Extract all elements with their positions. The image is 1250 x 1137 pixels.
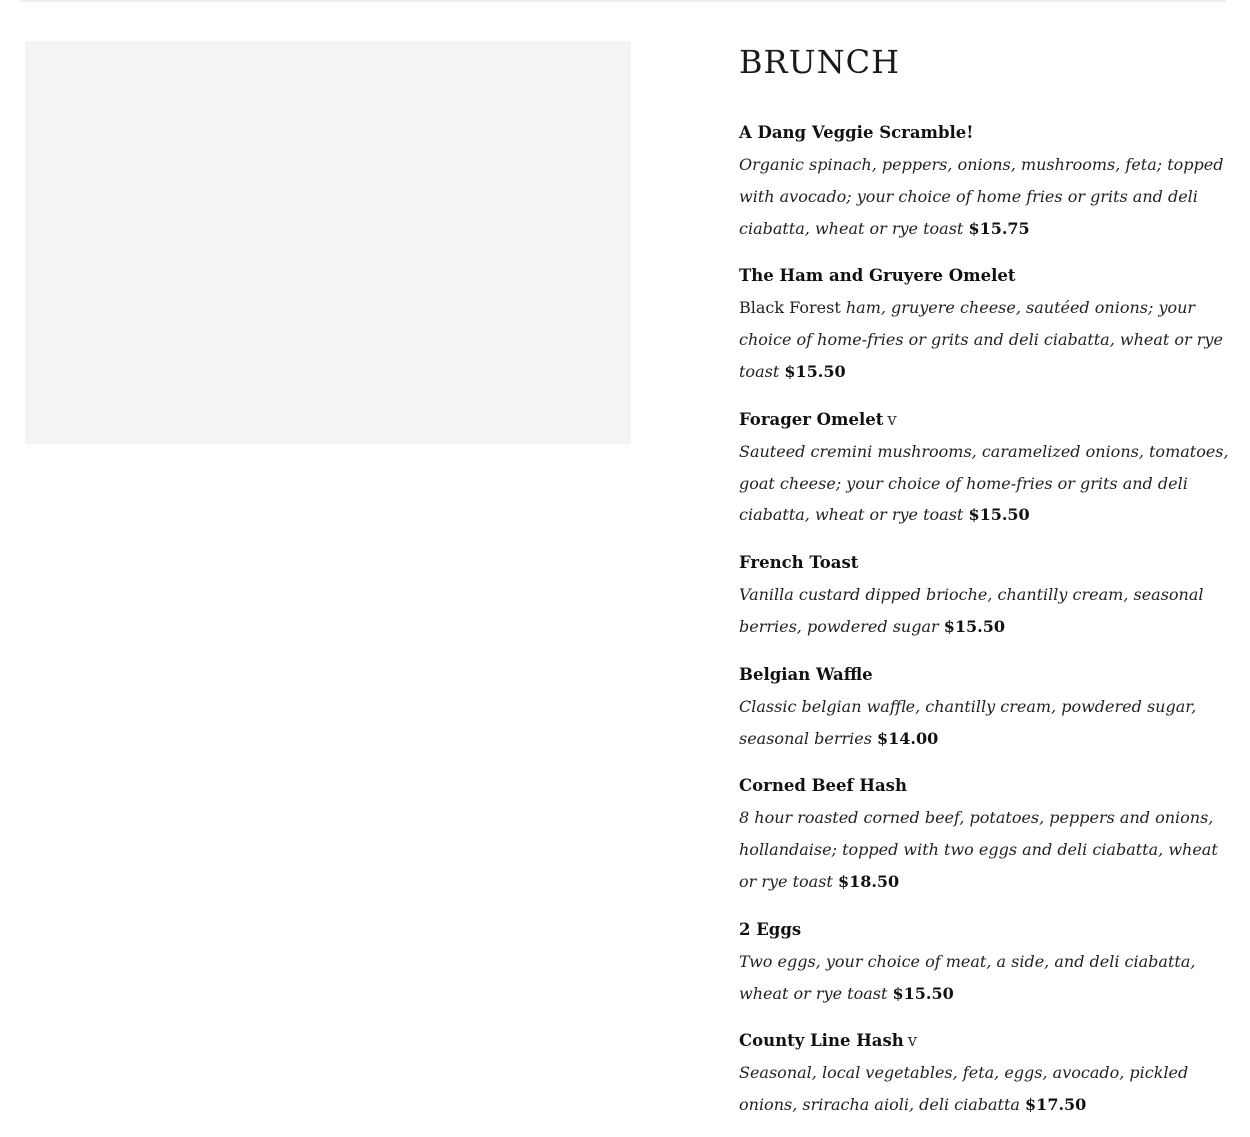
- item-description-text: Organic spinach, peppers, onions, mushrooms, feta; topped with avocado; your choice of home fries or grits and deli ciabatta, wheat or rye toast: [739, 155, 1224, 238]
- item-price: $15.50: [968, 505, 1030, 525]
- item-description-text: 8 hour roasted corned beef, potatoes, peppers and onions, hollandaise; topped with two eggs and deli ciabatta, wheat or rye toast: [739, 808, 1218, 891]
- menu-item: [739, 1025, 1229, 1121]
- item-description: [739, 436, 1229, 531]
- item-description-text: Seasonal, local vegetables, feta, eggs, avocado, pickled onions, sriracha aioli, deli ciabatta: [739, 1063, 1189, 1115]
- item-description-text: Vanilla custard dipped brioche, chantilly cream, seasonal berries, powdered sugar: [739, 585, 1204, 636]
- item-description-text: Two eggs, your choice of meat, a side, and deli ciabatta, wheat or rye toast: [739, 951, 1196, 1003]
- menu-item: [739, 260, 1229, 387]
- section-title: BRUNCH: [739, 43, 900, 81]
- item-price: $15.50: [784, 361, 846, 381]
- item-description: [739, 579, 1229, 643]
- item-price: $18.50: [837, 871, 900, 891]
- brunch-menu: [739, 40, 1229, 1137]
- item-name: County Line Hash: [739, 1031, 904, 1051]
- item-name: French Toast: [739, 553, 859, 573]
- item-description-text: ham, gruyere cheese, sautéed onions; your choice of home-fries or grits and deli ciabatta, wheat or rye toast: [739, 298, 1223, 381]
- item-description: [739, 946, 1229, 1010]
- item-price: $17.50: [1025, 1095, 1087, 1115]
- item-description-text: Classic belgian waffle, chantilly cream, powdered sugar, seasonal berries: [739, 696, 1197, 748]
- menu-item: [739, 659, 1229, 755]
- menu-item: [739, 404, 1229, 531]
- menu-item: [739, 914, 1229, 1010]
- vegetarian-tag: v: [907, 1031, 918, 1051]
- item-name: Belgian Waffle: [739, 664, 873, 684]
- item-name: The Ham and Gruyere Omelet: [739, 266, 1016, 286]
- item-description-plain: Black Forest: [739, 298, 846, 318]
- item-price: $15.75: [968, 218, 1030, 238]
- item-price: $15.50: [892, 983, 954, 1003]
- item-description: [739, 292, 1229, 387]
- item-name: Corned Beef Hash: [739, 776, 907, 796]
- item-description: [739, 149, 1229, 244]
- item-name: A Dang Veggie Scramble!: [739, 123, 974, 142]
- menu-item: [739, 117, 1229, 244]
- top-divider: [20, 0, 1226, 2]
- item-name: Forager Omelet: [739, 409, 884, 429]
- menu-item: [739, 770, 1229, 897]
- menu-image-placeholder: [25, 41, 631, 444]
- item-description: [739, 802, 1229, 897]
- item-description: [739, 1057, 1229, 1121]
- item-description-text: Sauteed cremini mushrooms, caramelized onions, tomatoes, goat cheese; your choice of home-fries or grits and deli ciabatta, wheat or rye toast: [739, 441, 1229, 525]
- item-description: [739, 691, 1229, 755]
- item-price: $14.00: [877, 728, 939, 748]
- item-name: 2 Eggs: [739, 919, 802, 939]
- item-price: $15.50: [943, 616, 1005, 636]
- vegetarian-tag: v: [887, 409, 897, 429]
- menu-item: [739, 547, 1229, 643]
